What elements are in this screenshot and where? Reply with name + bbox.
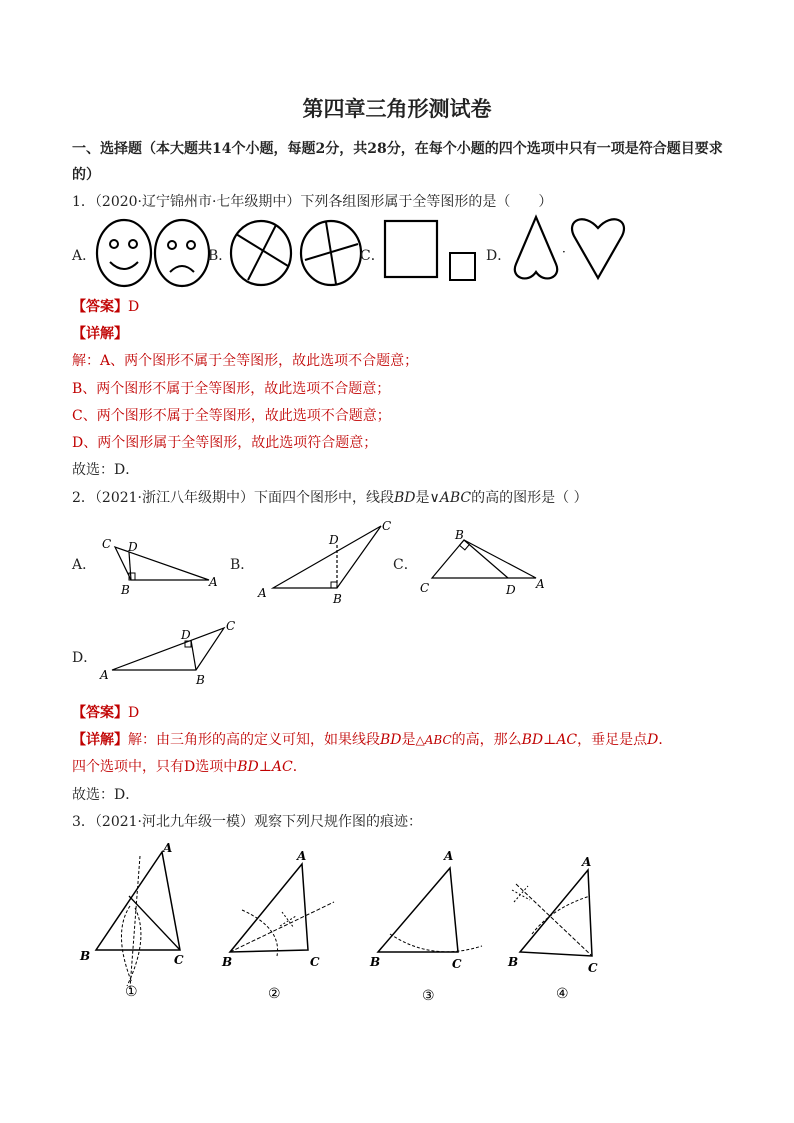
- q3-figure-3: [369, 849, 482, 1004]
- svg-text:③: ③: [422, 988, 435, 1004]
- sad-face-icon: [155, 220, 209, 286]
- svg-text:C: C: [226, 619, 236, 633]
- q2-option-d: D．: [72, 650, 98, 666]
- heart-down-icon: [572, 219, 624, 278]
- q3-stem: 3．（2021·河北九年级一模）观察下列尺规作图的痕迹：: [72, 814, 422, 830]
- svg-text:B: B: [508, 955, 519, 969]
- q2-stem: 2．（2021·浙江八年级期中）下面四个图形中，线段BD是∨ABC的高的图形是（ ）: [72, 490, 588, 506]
- svg-text:A: A: [258, 586, 267, 600]
- svg-text:C: C: [174, 953, 184, 967]
- svg-text:A: A: [444, 849, 454, 863]
- q2-figure-c: [418, 528, 553, 600]
- svg-text:A: A: [582, 855, 592, 869]
- q1-option-a: A．: [72, 248, 97, 264]
- q1-detail-line-1: 解：A、两个图形不属于全等图形，故此选项不合题意；: [72, 353, 419, 369]
- svg-text:D: D: [506, 583, 516, 597]
- svg-text:·: ·: [562, 245, 566, 259]
- large-square-icon: [385, 221, 437, 277]
- q2-option-b: B．: [230, 557, 255, 573]
- q1-detail-line-4: D、两个图形属于全等图形，故此选项符合题意；: [72, 435, 378, 451]
- svg-text:C: C: [310, 955, 320, 969]
- svg-text:②: ②: [268, 986, 281, 1002]
- q1-detail-line-2: B、两个图形不属于全等图形，故此选项不合题意；: [72, 381, 391, 397]
- svg-text:A: A: [163, 841, 173, 855]
- q2-figure-d: [98, 618, 243, 688]
- q3-figure-2: [221, 849, 334, 1002]
- q3-figures: [72, 838, 732, 1008]
- svg-text:B: B: [80, 949, 91, 963]
- q2-detail-line-1: 【详解】解：由三角形的高的定义可知，如果线段BD是△ABC的高，那么BD⊥AC，垂足是点D．: [72, 732, 673, 748]
- svg-text:B: B: [370, 955, 381, 969]
- q2-figure-a: [95, 532, 225, 602]
- heart-up-icon: [515, 217, 557, 278]
- q1-answer: 【答案】D: [72, 299, 140, 315]
- q1-option-c: C．: [360, 248, 385, 264]
- q2-answer: 【答案】D: [72, 705, 140, 721]
- page-title: 第四章三角形测试卷: [302, 96, 492, 121]
- smiley-face-icon: [97, 220, 151, 286]
- svg-text:B: B: [196, 673, 205, 687]
- svg-text:A: A: [100, 668, 109, 682]
- q2-option-a: A．: [72, 557, 97, 573]
- q3-figure-1: [79, 841, 184, 1000]
- section-heading: 一、选择题（本大题共14个小题，每题2分，共28分，在每个小题的四个选项中只有一项是符合题目要求的）: [72, 141, 723, 183]
- svg-text:A: A: [209, 575, 218, 589]
- q2-choose: 故选：D．: [72, 787, 140, 803]
- svg-text:C: C: [452, 957, 462, 971]
- q1-figure-c: [384, 220, 484, 286]
- svg-text:D: D: [181, 628, 191, 642]
- q2-option-c: C．: [393, 557, 418, 573]
- svg-text:④: ④: [556, 986, 569, 1002]
- q1-figure-b: [230, 220, 370, 288]
- q1-option-b: B．: [208, 248, 233, 264]
- svg-text:B: B: [455, 528, 464, 542]
- svg-text:D: D: [128, 540, 138, 554]
- svg-text:C: C: [102, 537, 112, 551]
- svg-text:C: C: [382, 519, 392, 533]
- svg-text:B: B: [333, 592, 342, 606]
- q1-choose: 故选：D．: [72, 462, 140, 478]
- svg-text:①: ①: [125, 984, 138, 1000]
- svg-text:B: B: [121, 583, 130, 597]
- q1-option-d: D．: [486, 248, 512, 264]
- q3-figure-4: [507, 855, 598, 1002]
- svg-text:C: C: [420, 581, 430, 595]
- small-square-icon: [450, 253, 475, 280]
- q1-detail-line-3: C、两个图形不属于全等图形，故此选项不合题意；: [72, 408, 391, 424]
- svg-text:D: D: [329, 533, 339, 547]
- q1-stem: 1．（2020·辽宁锦州市·七年级期中）下列各组图形属于全等图形的是（ ）: [72, 194, 553, 210]
- q2-figure-b: [255, 518, 390, 608]
- svg-text:B: B: [222, 955, 233, 969]
- q2-detail-line-2: 四个选项中，只有D选项中BD⊥AC．: [72, 759, 307, 775]
- svg-text:A: A: [297, 849, 307, 863]
- q1-detail-tag: 【详解】: [72, 326, 128, 342]
- svg-text:A: A: [536, 577, 545, 591]
- q1-figure-d: [508, 214, 628, 284]
- svg-text:C: C: [588, 961, 598, 975]
- q1-figure-a: [96, 220, 216, 288]
